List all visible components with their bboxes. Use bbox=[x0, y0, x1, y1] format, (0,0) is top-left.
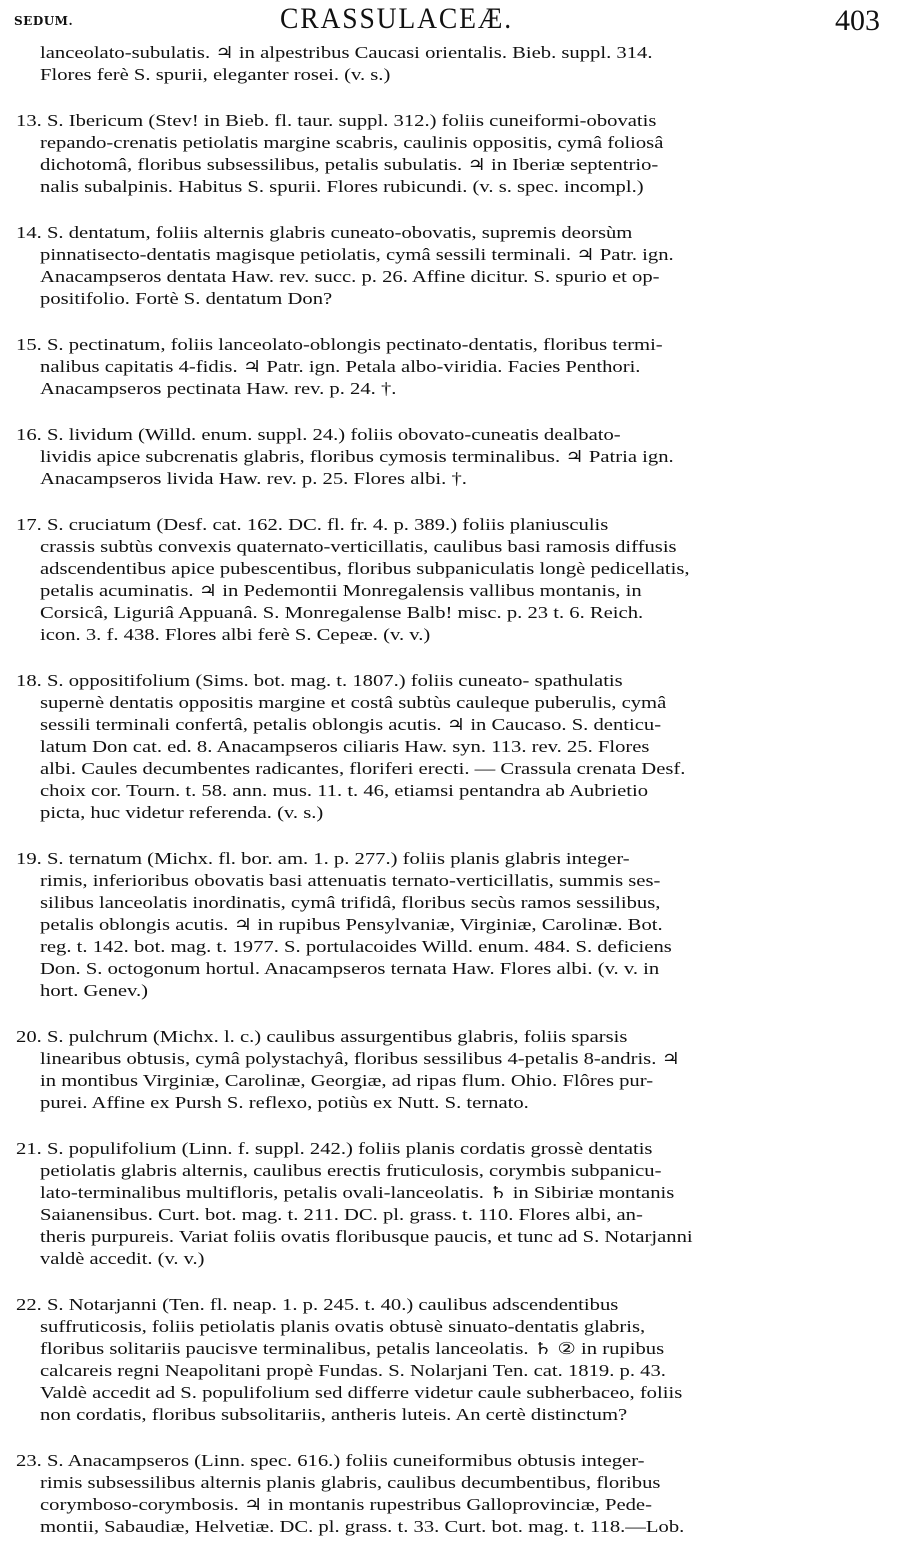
entry-first-line: 17. S. cruciatum (Desf. cat. 162. DC. fl. fr. 4. p. 389.) foliis planiusculis bbox=[16, 515, 609, 534]
text-line: choix cor. Tourn. t. 58. ann. mus. 11. t. 46, etiamsi pentandra ab Aubrietio bbox=[40, 781, 649, 800]
text-line: repando-crenatis petiolatis margine scabris, caulinis oppositis, cymâ foliosâ bbox=[40, 133, 664, 152]
text-line: Flores ferè S. spurii, eleganter rosei. (v. s.) bbox=[40, 65, 391, 84]
entry-first-line: 15. S. pectinatum, foliis lanceolato-oblongis pectinato-dentatis, floribus termi- bbox=[16, 335, 663, 354]
text-line: icon. 3. f. 438. Flores albi ferè S. Cepeæ. (v. v.) bbox=[40, 625, 431, 644]
section-label: SEDUM. bbox=[14, 14, 74, 28]
text-line: suffruticosis, foliis petiolatis planis ovatis obtusè sinuato-dentatis glabris, bbox=[40, 1317, 646, 1336]
entry-first-line: 16. S. lividum (Willd. enum. suppl. 24.) foliis obovato-cuneatis dealbato- bbox=[16, 425, 621, 444]
entry-first-line: 23. S. Anacampseros (Linn. spec. 616.) foliis cuneiformibus obtusis integer- bbox=[16, 1451, 645, 1470]
text-line: pinnatisecto-dentatis magisque petiolatis, cymâ sessili terminali. ♃ Patr. ign. bbox=[40, 245, 674, 264]
entry-first-line: 19. S. ternatum (Michx. fl. bor. am. 1. p. 277.) foliis planis glabris integer- bbox=[16, 849, 630, 868]
entry-first-line: 18. S. oppositifolium (Sims. bot. mag. t. 1807.) foliis cuneato- spathulatis bbox=[16, 671, 623, 690]
text-line: picta, huc videtur referenda. (v. s.) bbox=[40, 803, 324, 822]
text-line: Anacampseros dentata Haw. rev. succ. p. 26. Affine dicitur. S. spurio et op- bbox=[40, 267, 660, 286]
text-line: reg. t. 142. bot. mag. t. 1977. S. portulacoides Willd. enum. 484. S. deficiens bbox=[40, 937, 672, 956]
text-line: corymboso-corymbosis. ♃ in montanis rupestribus Galloprovinciæ, Pede- bbox=[40, 1495, 652, 1514]
text-line: albi. Caules decumbentes radicantes, floriferi erecti. — Crassula crenata Desf. bbox=[40, 759, 686, 778]
text-line: Valdè accedit ad S. populifolium sed differre videtur caule subherbaceo, foliis bbox=[40, 1383, 683, 1402]
text-line: lato-terminalibus multifloris, petalis ovali-lanceolatis. ♄ in Sibiriæ montanis bbox=[40, 1183, 675, 1202]
running-header bbox=[0, 2, 900, 38]
text-line: Corsicâ, Liguriâ Appuanâ. S. Monregalense Balb! misc. p. 23 t. 6. Reich. bbox=[40, 603, 644, 622]
text-line: in montibus Virginiæ, Carolinæ, Georgiæ, ad ripas flum. Ohio. Flôres pur- bbox=[40, 1071, 654, 1090]
text-line: petalis oblongis acutis. ♃ in rupibus Pensylvaniæ, Virginiæ, Carolinæ. Bot. bbox=[40, 915, 663, 934]
text-line: crassis subtùs convexis quaternato-verticillatis, caulibus basi ramosis diffusis bbox=[40, 537, 677, 556]
text-line: calcareis regni Neapolitani propè Fundas. S. Nolarjani Ten. cat. 1819. p. 43. bbox=[40, 1361, 666, 1380]
text-line: petiolatis glabris alternis, caulibus erectis fruticulosis, corymbis subpanicu- bbox=[40, 1161, 662, 1180]
entry-first-line: 21. S. populifolium (Linn. f. suppl. 242.) foliis planis cordatis grossè dentatis bbox=[16, 1139, 653, 1158]
text-line: latum Don cat. ed. 8. Anacampseros ciliaris Haw. syn. 113. rev. 25. Flores bbox=[40, 737, 650, 756]
text-line: valdè accedit. (v. v.) bbox=[40, 1249, 205, 1268]
text-line: nalibus capitatis 4-fidis. ♃ Patr. ign. Petala albo-viridia. Facies Penthori. bbox=[40, 357, 641, 376]
text-line: lividis apice subcrenatis glabris, floribus cymosis terminalibus. ♃ Patria ign. bbox=[40, 447, 674, 466]
entry-first-line: 13. S. Ibericum (Stev! in Bieb. fl. taur. suppl. 312.) foliis cuneiformi-obovatis bbox=[16, 111, 657, 130]
text-line: rimis subsessilibus alternis planis glabris, caulibus decumbentibus, floribus bbox=[40, 1473, 661, 1492]
text-line: Don. S. octogonum hortul. Anacampseros ternata Haw. Flores albi. (v. v. in bbox=[40, 959, 660, 978]
text-line: nalis subalpinis. Habitus S. spurii. Flores rubicundi. (v. s. spec. incompl.) bbox=[40, 177, 644, 196]
page-number: 403 bbox=[835, 4, 880, 37]
entry-first-line: 14. S. dentatum, foliis alternis glabris cuneato-obovatis, supremis deorsùm bbox=[16, 223, 633, 242]
text-line: rimis, inferioribus obovatis basi attenuatis ternato-verticillatis, summis ses- bbox=[40, 871, 661, 890]
text-line: non cordatis, floribus subsolitariis, antheris luteis. An certè distinctum? bbox=[40, 1405, 628, 1424]
text-line: sessili terminali confertâ, petalis oblongis acutis. ♃ in Caucaso. S. denticu- bbox=[40, 715, 662, 734]
text-line: silibus lanceolatis inordinatis, cymâ trifidâ, floribus secùs ramos sessilibus, bbox=[40, 893, 661, 912]
text-line: theris purpureis. Variat foliis ovatis floribusque paucis, et tunc ad S. Notarjanni bbox=[40, 1227, 693, 1246]
text-line: adscendentibus apice pubescentibus, floribus subpaniculatis longè pedicellatis, bbox=[40, 559, 690, 578]
text-line: lanceolato-subulatis. ♃ in alpestribus Caucasi orientalis. Bieb. suppl. 314. bbox=[40, 43, 653, 62]
text-line: purei. Affine ex Pursh S. reflexo, potiùs ex Nutt. S. ternato. bbox=[40, 1093, 529, 1112]
text-line: Anacampseros pectinata Haw. rev. p. 24. †. bbox=[40, 379, 397, 398]
entry-first-line: 22. S. Notarjanni (Ten. fl. neap. 1. p. 245. t. 40.) caulibus adscendentibus bbox=[16, 1295, 619, 1314]
text-line: Anacampseros livida Haw. rev. p. 25. Flores albi. †. bbox=[40, 469, 467, 488]
text-line: hort. Genev.) bbox=[40, 981, 149, 1000]
text-line: floribus solitariis paucisve terminalibus, petalis lanceolatis. ♄ ② in rupibus bbox=[40, 1339, 665, 1358]
text-line: Saianensibus. Curt. bot. mag. t. 211. DC. pl. grass. t. 110. Flores albi, an- bbox=[40, 1205, 643, 1224]
text-line: positifolio. Fortè S. dentatum Don? bbox=[40, 289, 333, 308]
text-line: supernè dentatis oppositis margine et costâ subtùs cauleque puberulis, cymâ bbox=[40, 693, 667, 712]
text-line: linearibus obtusis, cymâ polystachyâ, floribus sessilibus 4-petalis 8-andris. ♃ bbox=[40, 1049, 681, 1068]
text-line: dichotomâ, floribus subsessilibus, petalis subulatis. ♃ in Iberiæ septentrio- bbox=[40, 155, 659, 174]
page-title: CRASSULACEÆ. bbox=[280, 2, 513, 35]
text-line: petalis acuminatis. ♃ in Pedemontii Monregalensis vallibus montanis, in bbox=[40, 581, 642, 600]
text-line: montii, Sabaudiæ, Helvetiæ. DC. pl. grass. t. 33. Curt. bot. mag. t. 118.—Lob. bbox=[40, 1517, 685, 1536]
entry-first-line: 20. S. pulchrum (Michx. l. c.) caulibus assurgentibus glabris, foliis sparsis bbox=[16, 1027, 628, 1046]
